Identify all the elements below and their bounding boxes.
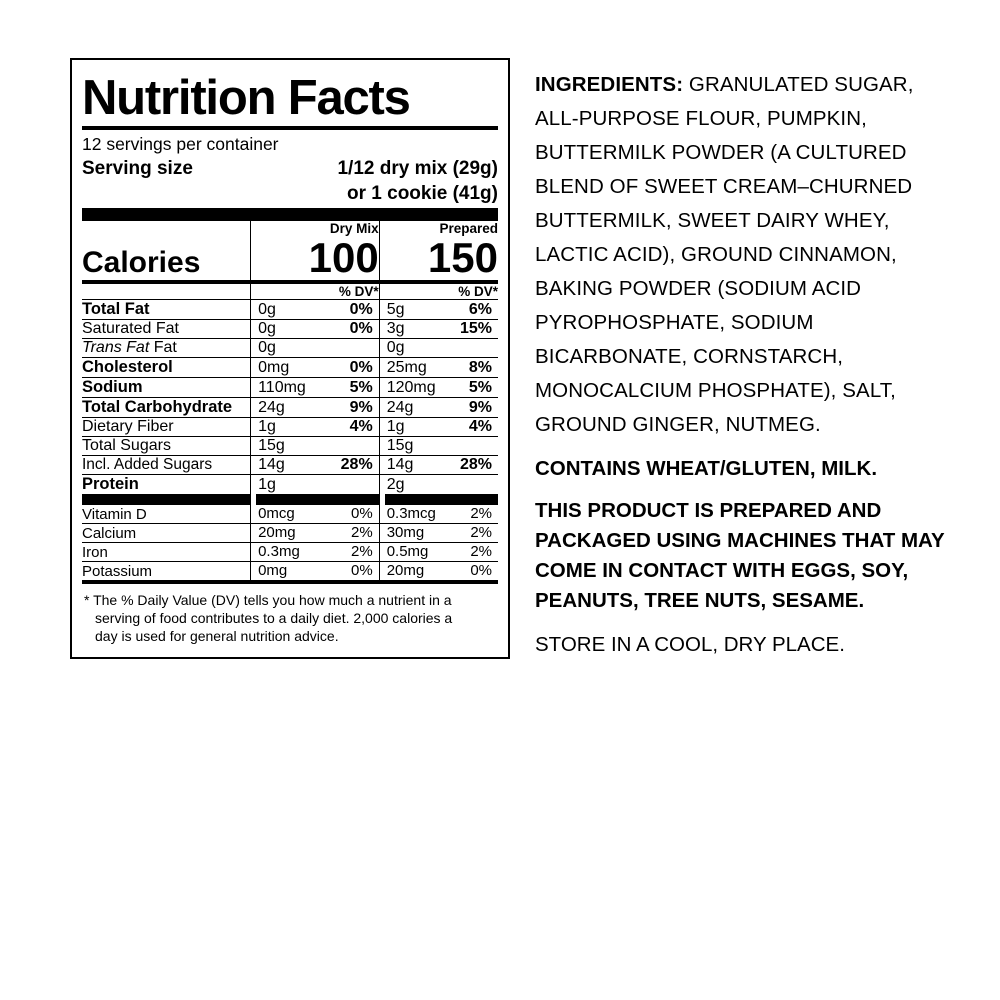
footnote-line-1: * The % Daily Value (DV) tells you how much a nutrient in a	[84, 592, 452, 608]
footnote-line-3: day is used for general nutrition advice.	[95, 628, 339, 644]
nutrient-dry-mix	[251, 320, 380, 339]
micronutrient-name: Calcium	[82, 525, 137, 542]
amount-prepared: 0g	[386, 339, 405, 356]
micronutrient-dry-mix	[251, 562, 380, 581]
contains-statement: CONTAINS WHEAT/GLUTEN, MILK.	[535, 457, 878, 480]
amount-prepared: 5g	[386, 301, 405, 318]
dv-prepared: 28%	[459, 456, 492, 473]
column-header-blank	[82, 221, 251, 236]
micronutrient-prepared	[379, 543, 498, 562]
amount-prepared: 2g	[386, 476, 405, 493]
nutrient-name: Total Sugars	[82, 437, 171, 454]
table-row	[82, 398, 498, 418]
serving-size-value-primary: 1/12 dry mix (29g)	[337, 158, 498, 179]
calories-value-dry-mix: 100	[251, 236, 380, 280]
nutrient-prepared	[379, 320, 498, 339]
serving-size-label: Serving size	[82, 158, 193, 179]
amount-prepared: 1g	[386, 418, 405, 435]
dv-dry-mix: 0%	[351, 562, 373, 579]
table-row	[82, 524, 498, 543]
amount-dry-mix: 0g	[258, 301, 276, 318]
daily-value-header-row	[82, 282, 498, 299]
table-row	[82, 456, 498, 475]
nutrient-dry-mix	[251, 456, 380, 475]
nutrient-name: Saturated Fat	[82, 320, 179, 337]
amount-dry-mix: 14g	[258, 456, 285, 473]
nutrition-facts-title: Nutrition Facts	[82, 71, 410, 125]
nutrient-name: Protein	[82, 475, 139, 493]
dv-header-prepared: % DV*	[379, 282, 498, 299]
amount-dry-mix: 1g	[258, 476, 276, 493]
ingredients-list: GRANULATED SUGAR, ALL-PURPOSE FLOUR, PUMPKIN, BUTTERMILK POWDER (A CULTURED BLEND OF SWEET CREAM–CHURNED BUTTERMILK, SWEET DAIRY WHEY, LACTIC ACID), GROUND CINNAMON, BAKING POWDER (SODIUM ACID PYROPHOSPHATE, SODIUM BICARBONATE, CORNSTARCH, MONOCALCIUM PHOSPHATE), SALT, GROUND GINGER, NUTMEG.	[535, 73, 914, 436]
dv-prepared: 8%	[468, 359, 492, 376]
table-row	[82, 378, 498, 398]
dv-dry-mix: 0%	[349, 301, 373, 318]
dv-prepared: 2%	[470, 505, 492, 522]
dv-prepared: 15%	[459, 320, 492, 337]
nutrition-table	[82, 221, 498, 584]
amount-dry-mix: 0g	[258, 320, 276, 337]
allergen-advisory: THIS PRODUCT IS PREPARED AND PACKAGED USING MACHINES THAT MAY COME IN CONTACT WITH EGGS, SOY, PEANUTS, TREE NUTS, SESAME.	[535, 499, 945, 612]
amount-dry-mix: 0.3mg	[258, 543, 300, 560]
dv-prepared: 2%	[470, 524, 492, 541]
nutrient-dry-mix	[251, 378, 380, 398]
nutrient-name-text: Trans Fat	[82, 339, 150, 356]
nutrient-dry-mix	[251, 437, 380, 456]
table-row	[82, 562, 498, 581]
micronutrient-dry-mix	[251, 543, 380, 562]
table-row	[82, 300, 498, 320]
footnote-line-2: serving of food contributes to a daily diet. 2,000 calories a	[95, 610, 453, 626]
table-row	[82, 339, 498, 358]
dv-prepared: 9%	[468, 399, 492, 416]
nutrient-name: Total Carbohydrate	[82, 398, 233, 416]
nutrient-prepared	[379, 358, 498, 378]
dv-header-dry-mix: % DV*	[251, 282, 380, 299]
amount-dry-mix: 15g	[258, 437, 285, 454]
micronutrient-prepared	[379, 524, 498, 543]
amount-prepared: 15g	[386, 437, 414, 454]
amount-dry-mix: 0g	[258, 339, 276, 356]
nutrient-prepared	[379, 398, 498, 418]
nutrient-prepared	[379, 339, 498, 358]
ingredients-statement	[535, 68, 955, 442]
dv-prepared: 4%	[468, 418, 492, 435]
nutrition-facts-panel	[70, 58, 510, 659]
nutrient-dry-mix	[251, 398, 380, 418]
nutrient-name: Total Fat	[82, 300, 150, 318]
amount-prepared: 30mg	[386, 524, 425, 541]
dv-dry-mix: 5%	[349, 379, 373, 396]
column-header-prepared: Prepared	[379, 221, 498, 236]
ingredients-panel	[535, 68, 955, 660]
dv-dry-mix: 4%	[349, 418, 373, 435]
dv-dry-mix: 0%	[349, 320, 373, 337]
nutrient-dry-mix	[251, 300, 380, 320]
nutrient-prepared	[379, 437, 498, 456]
dv-dry-mix: 28%	[340, 456, 373, 473]
amount-prepared: 0.5mg	[386, 543, 429, 560]
servings-per-container: 12 servings per container	[82, 134, 279, 154]
table-row	[82, 437, 498, 456]
table-row	[82, 475, 498, 495]
nutrient-dry-mix	[251, 358, 380, 378]
micronutrient-prepared	[379, 562, 498, 581]
table-row	[82, 320, 498, 339]
nutrient-dry-mix	[251, 475, 380, 495]
amount-dry-mix: 20mg	[258, 524, 296, 541]
serving-size-divider	[82, 208, 498, 221]
nutrient-name: Sodium	[82, 378, 143, 396]
dv-header-blank	[82, 282, 251, 299]
footnote-divider	[82, 580, 498, 582]
table-row	[82, 505, 498, 523]
micronutrient-prepared	[379, 505, 498, 523]
calories-value-prepared: 150	[379, 236, 498, 280]
amount-dry-mix: 0mcg	[258, 505, 295, 522]
nutrient-name: Incl. Added Sugars	[82, 456, 213, 473]
dv-prepared: 5%	[468, 379, 492, 396]
dv-dry-mix: 2%	[351, 543, 373, 560]
section-bar-row	[82, 494, 498, 505]
ingredients-heading: INGREDIENTS:	[535, 73, 684, 96]
table-row	[82, 358, 498, 378]
micronutrient-name: Iron	[82, 544, 108, 561]
storage-instructions: STORE IN A COOL, DRY PLACE.	[535, 633, 845, 656]
serving-size-row	[82, 156, 498, 208]
micronutrient-name: Vitamin D	[82, 506, 147, 523]
amount-prepared: 0.3mcg	[386, 505, 436, 522]
nutrient-prepared	[379, 378, 498, 398]
amount-prepared: 14g	[386, 456, 414, 473]
nutrient-prepared	[379, 300, 498, 320]
amount-prepared: 120mg	[386, 379, 436, 396]
dv-prepared: 6%	[468, 301, 492, 318]
daily-value-footnote	[82, 584, 498, 647]
nutrient-name: Trans Fat Fat	[82, 339, 177, 356]
micronutrient-dry-mix	[251, 505, 380, 523]
amount-dry-mix: 0mg	[258, 562, 288, 579]
serving-size-values	[337, 156, 498, 206]
amount-prepared: 25mg	[386, 359, 427, 376]
section-bar-name	[82, 494, 251, 505]
dv-dry-mix: 9%	[349, 399, 373, 416]
nutrient-name: Cholesterol	[82, 358, 173, 376]
amount-prepared: 24g	[386, 399, 414, 416]
amount-dry-mix: 24g	[258, 399, 285, 416]
amount-prepared: 3g	[386, 320, 405, 337]
amount-dry-mix: 1g	[258, 418, 276, 435]
micronutrient-name: Potassium	[82, 563, 153, 580]
nutrient-prepared	[379, 418, 498, 437]
section-bar-prepared	[379, 494, 498, 505]
section-bar-dry-mix	[251, 494, 380, 505]
nutrient-name: Dietary Fiber	[82, 418, 174, 435]
serving-size-value-secondary: or 1 cookie (41g)	[347, 183, 498, 204]
micronutrient-dry-mix	[251, 524, 380, 543]
nutrient-dry-mix	[251, 418, 380, 437]
nutrient-prepared	[379, 475, 498, 495]
amount-prepared: 20mg	[386, 562, 425, 579]
table-row	[82, 543, 498, 562]
dv-dry-mix: 0%	[351, 505, 373, 522]
nutrient-prepared	[379, 456, 498, 475]
amount-dry-mix: 110mg	[258, 379, 306, 396]
column-header-dry-mix: Dry Mix	[251, 221, 380, 236]
dv-dry-mix: 0%	[349, 359, 373, 376]
amount-dry-mix: 0mg	[258, 359, 290, 376]
dv-prepared: 0%	[470, 562, 492, 579]
nutrient-dry-mix	[251, 339, 380, 358]
calories-label: Calories	[82, 246, 201, 279]
calories-row	[82, 236, 498, 280]
dv-dry-mix: 2%	[351, 524, 373, 541]
table-row	[82, 418, 498, 437]
dv-prepared: 2%	[470, 543, 492, 560]
